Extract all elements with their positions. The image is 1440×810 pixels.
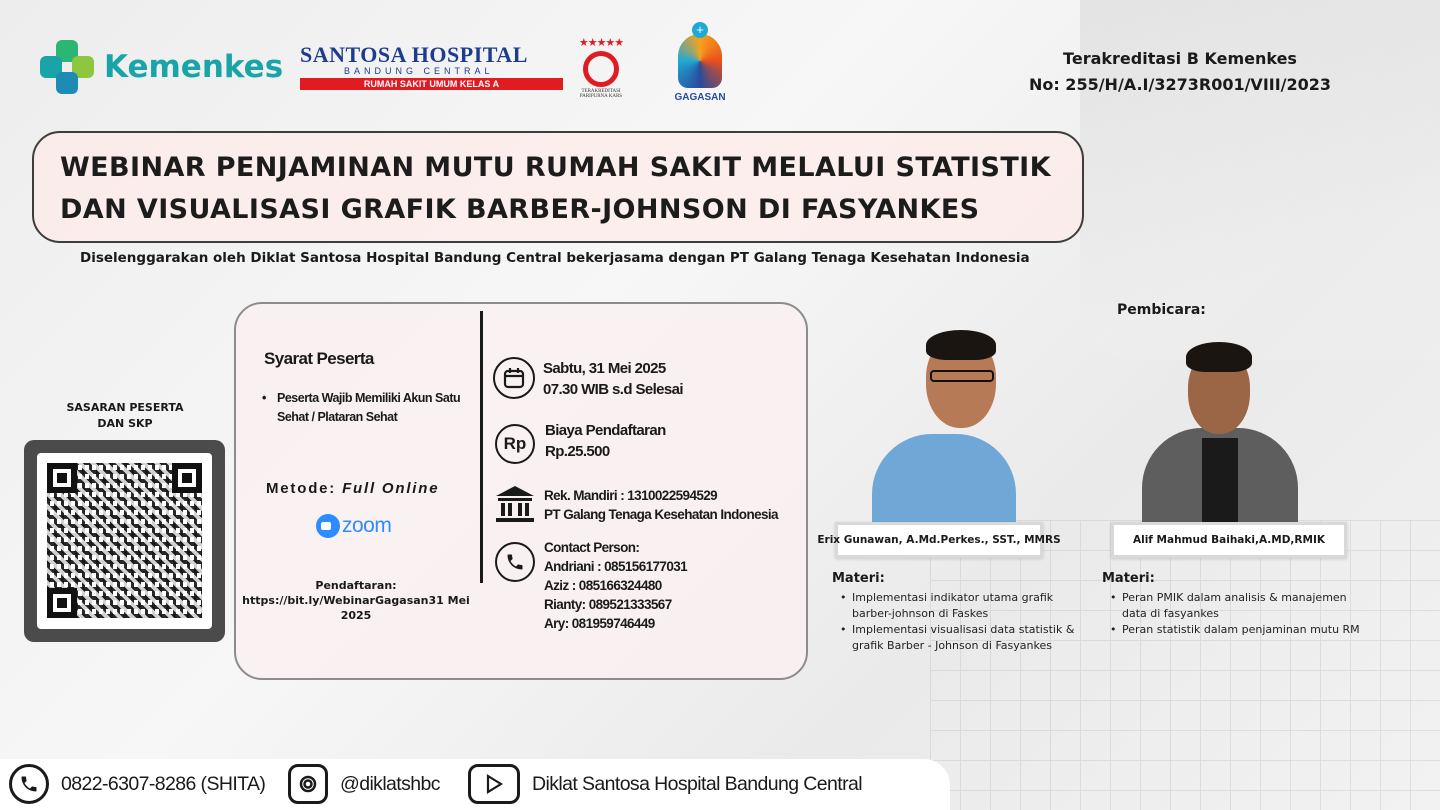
plus-icon: +: [692, 22, 708, 38]
speaker-2-shirt: [1202, 438, 1238, 522]
bank-holder: PT Galang Tenaga Kesehatan Indonesia: [544, 507, 778, 522]
gagasan-logo-text: GAGASAN: [674, 92, 726, 103]
speaker-1-hair: [926, 330, 996, 360]
zoom-logo-text: zoom: [342, 514, 392, 537]
glasses-icon: [930, 370, 994, 382]
zoom-logo: [316, 514, 391, 538]
gagasan-logo: [668, 22, 732, 103]
contact-item: Andriani : 085156177031: [544, 559, 688, 574]
qr-label: [60, 400, 190, 432]
webinar-title-box: [32, 131, 1084, 243]
kemenkes-mark-icon: [40, 40, 94, 94]
hospital-logo-subtitle: BANDUNG CENTRAL: [344, 66, 494, 76]
speaker-2-hair: [1186, 342, 1252, 372]
speaker-1-name: Erix Gunawan, A.Md.Perkes., SST., MMRS: [835, 522, 1043, 558]
speakers-heading: Pembicara:: [1117, 302, 1206, 318]
kemenkes-logo-text: Kemenkes: [104, 49, 284, 85]
event-time: 07.30 WIB s.d Selesai: [543, 381, 683, 398]
zoom-camera-icon: [316, 514, 340, 538]
method-text: [266, 480, 439, 497]
speaker-1-photo: [868, 330, 1020, 522]
hospital-logo-name: SANTOSA HOSPITAL: [300, 42, 528, 67]
requirement-item: • Peserta Wajib Memiliki Akun Satu Sehat / Plataran Sehat: [262, 389, 462, 427]
qr-label-line1: SASARAN PESERTA: [66, 401, 184, 414]
calendar-icon: [493, 357, 535, 399]
registration-label: Pendaftaran:: [315, 579, 397, 592]
speaker-2-name: Alif Mahmud Baihaki,A.MD,RMIK: [1111, 522, 1347, 558]
footer-instagram-text: @diklatshbc: [340, 772, 440, 795]
contact-item: Ary: 081959746449: [544, 616, 655, 631]
youtube-icon: [468, 764, 520, 804]
rupiah-icon: [495, 424, 535, 464]
bank-info: [544, 486, 778, 524]
bank-icon: [494, 484, 536, 524]
fee-label: Biaya Pendaftaran: [545, 422, 666, 439]
requirements-heading: Syarat Peserta: [264, 349, 374, 368]
requirements-list: [262, 389, 462, 427]
speaker-2-topics: [1108, 590, 1368, 638]
method-value: Full Online: [342, 480, 440, 497]
organizer-text: Diselenggarakan oleh Diklat Santosa Hospital Bandung Central bekerjasama dengan PT Galang Tenaga Kesehatan Indonesia: [80, 250, 1030, 266]
qr-finder-icon: [172, 463, 202, 493]
event-datetime: [543, 358, 683, 400]
topic-item: • Peran PMIK dalam analisis & manajemen data di fasyankes: [1108, 590, 1368, 622]
accreditation-info: [1000, 46, 1360, 98]
speaker-1-materi-heading: Materi:: [832, 571, 885, 586]
fee-value: Rp.25.500: [545, 443, 610, 460]
kemenkes-logo: [40, 40, 283, 94]
santosa-hospital-logo: [300, 42, 563, 90]
registration-link[interactable]: https://bit.ly/WebinarGagasan31 Mei 2025: [242, 594, 470, 622]
footer-youtube[interactable]: [468, 764, 862, 804]
topic-item: • Implementasi visualisasi data statistik & grafik Barber - Johnson di Fasyankes: [838, 622, 1078, 654]
qr-code[interactable]: [37, 453, 212, 629]
qr-label-line2: DAN SKP: [97, 417, 153, 430]
title-line1: WEBINAR PENJAMINAN MUTU RUMAH SAKIT MELALUI STATISTIK: [60, 152, 1051, 183]
fee-info: [545, 420, 666, 462]
kars-ring-icon: [583, 51, 619, 87]
qr-finder-icon: [47, 463, 77, 493]
footer-bar: [0, 759, 950, 810]
speaker-1-topics: [838, 590, 1078, 654]
contact-info: [544, 538, 687, 633]
speaker-2-photo: [1140, 340, 1300, 522]
registration-info: [236, 578, 476, 623]
method-label: Metode:: [266, 480, 343, 497]
topic-item: • Implementasi indikator utama grafik barber-johnson di Faskes: [838, 590, 1078, 622]
kars-accreditation-logo: [572, 36, 630, 99]
event-date: Sabtu, 31 Mei 2025: [543, 360, 666, 377]
hospital-class-banner: RUMAH SAKIT UMUM KELAS A: [300, 78, 563, 90]
bulb-icon: [678, 34, 722, 88]
kars-caption: TERAKREDITASI PARIPURNA KARS: [579, 89, 623, 99]
footer-instagram[interactable]: [288, 764, 440, 804]
footer-youtube-text: Diklat Santosa Hospital Bandung Central: [532, 772, 862, 795]
title-line2: DAN VISUALISASI GRAFIK BARBER-JOHNSON DI FASYANKES: [60, 194, 980, 225]
card-divider: [480, 311, 483, 583]
qr-finder-icon: [47, 588, 77, 618]
bank-account: Rek. Mandiri : 1310022594529: [544, 488, 718, 503]
stars-icon: ★★★★★: [578, 37, 624, 49]
footer-phone-text: 0822-6307-8286 (SHITA): [61, 772, 266, 795]
contact-heading: Contact Person:: [544, 540, 640, 555]
instagram-icon: [288, 764, 328, 804]
speaker-1-shirt: [872, 434, 1016, 522]
contact-item: Rianty: 089521333567: [544, 597, 672, 612]
background-chart-image: [930, 520, 1440, 810]
speaker-2-materi-heading: Materi:: [1102, 571, 1155, 586]
footer-phone[interactable]: [9, 764, 265, 804]
contact-item: Aziz : 085166324480: [544, 578, 662, 593]
rupiah-icon-text: Rp: [503, 434, 527, 453]
qr-code-frame: [24, 440, 225, 642]
accreditation-line2: No: 255/H/A.I/3273R001/VIII/2023: [1028, 75, 1332, 94]
topic-item: • Peran statistik dalam penjaminan mutu RM: [1108, 622, 1368, 638]
phone-icon: [9, 764, 49, 804]
accreditation-line1: Terakreditasi B Kemenkes: [1063, 49, 1297, 68]
phone-icon: [495, 542, 535, 582]
